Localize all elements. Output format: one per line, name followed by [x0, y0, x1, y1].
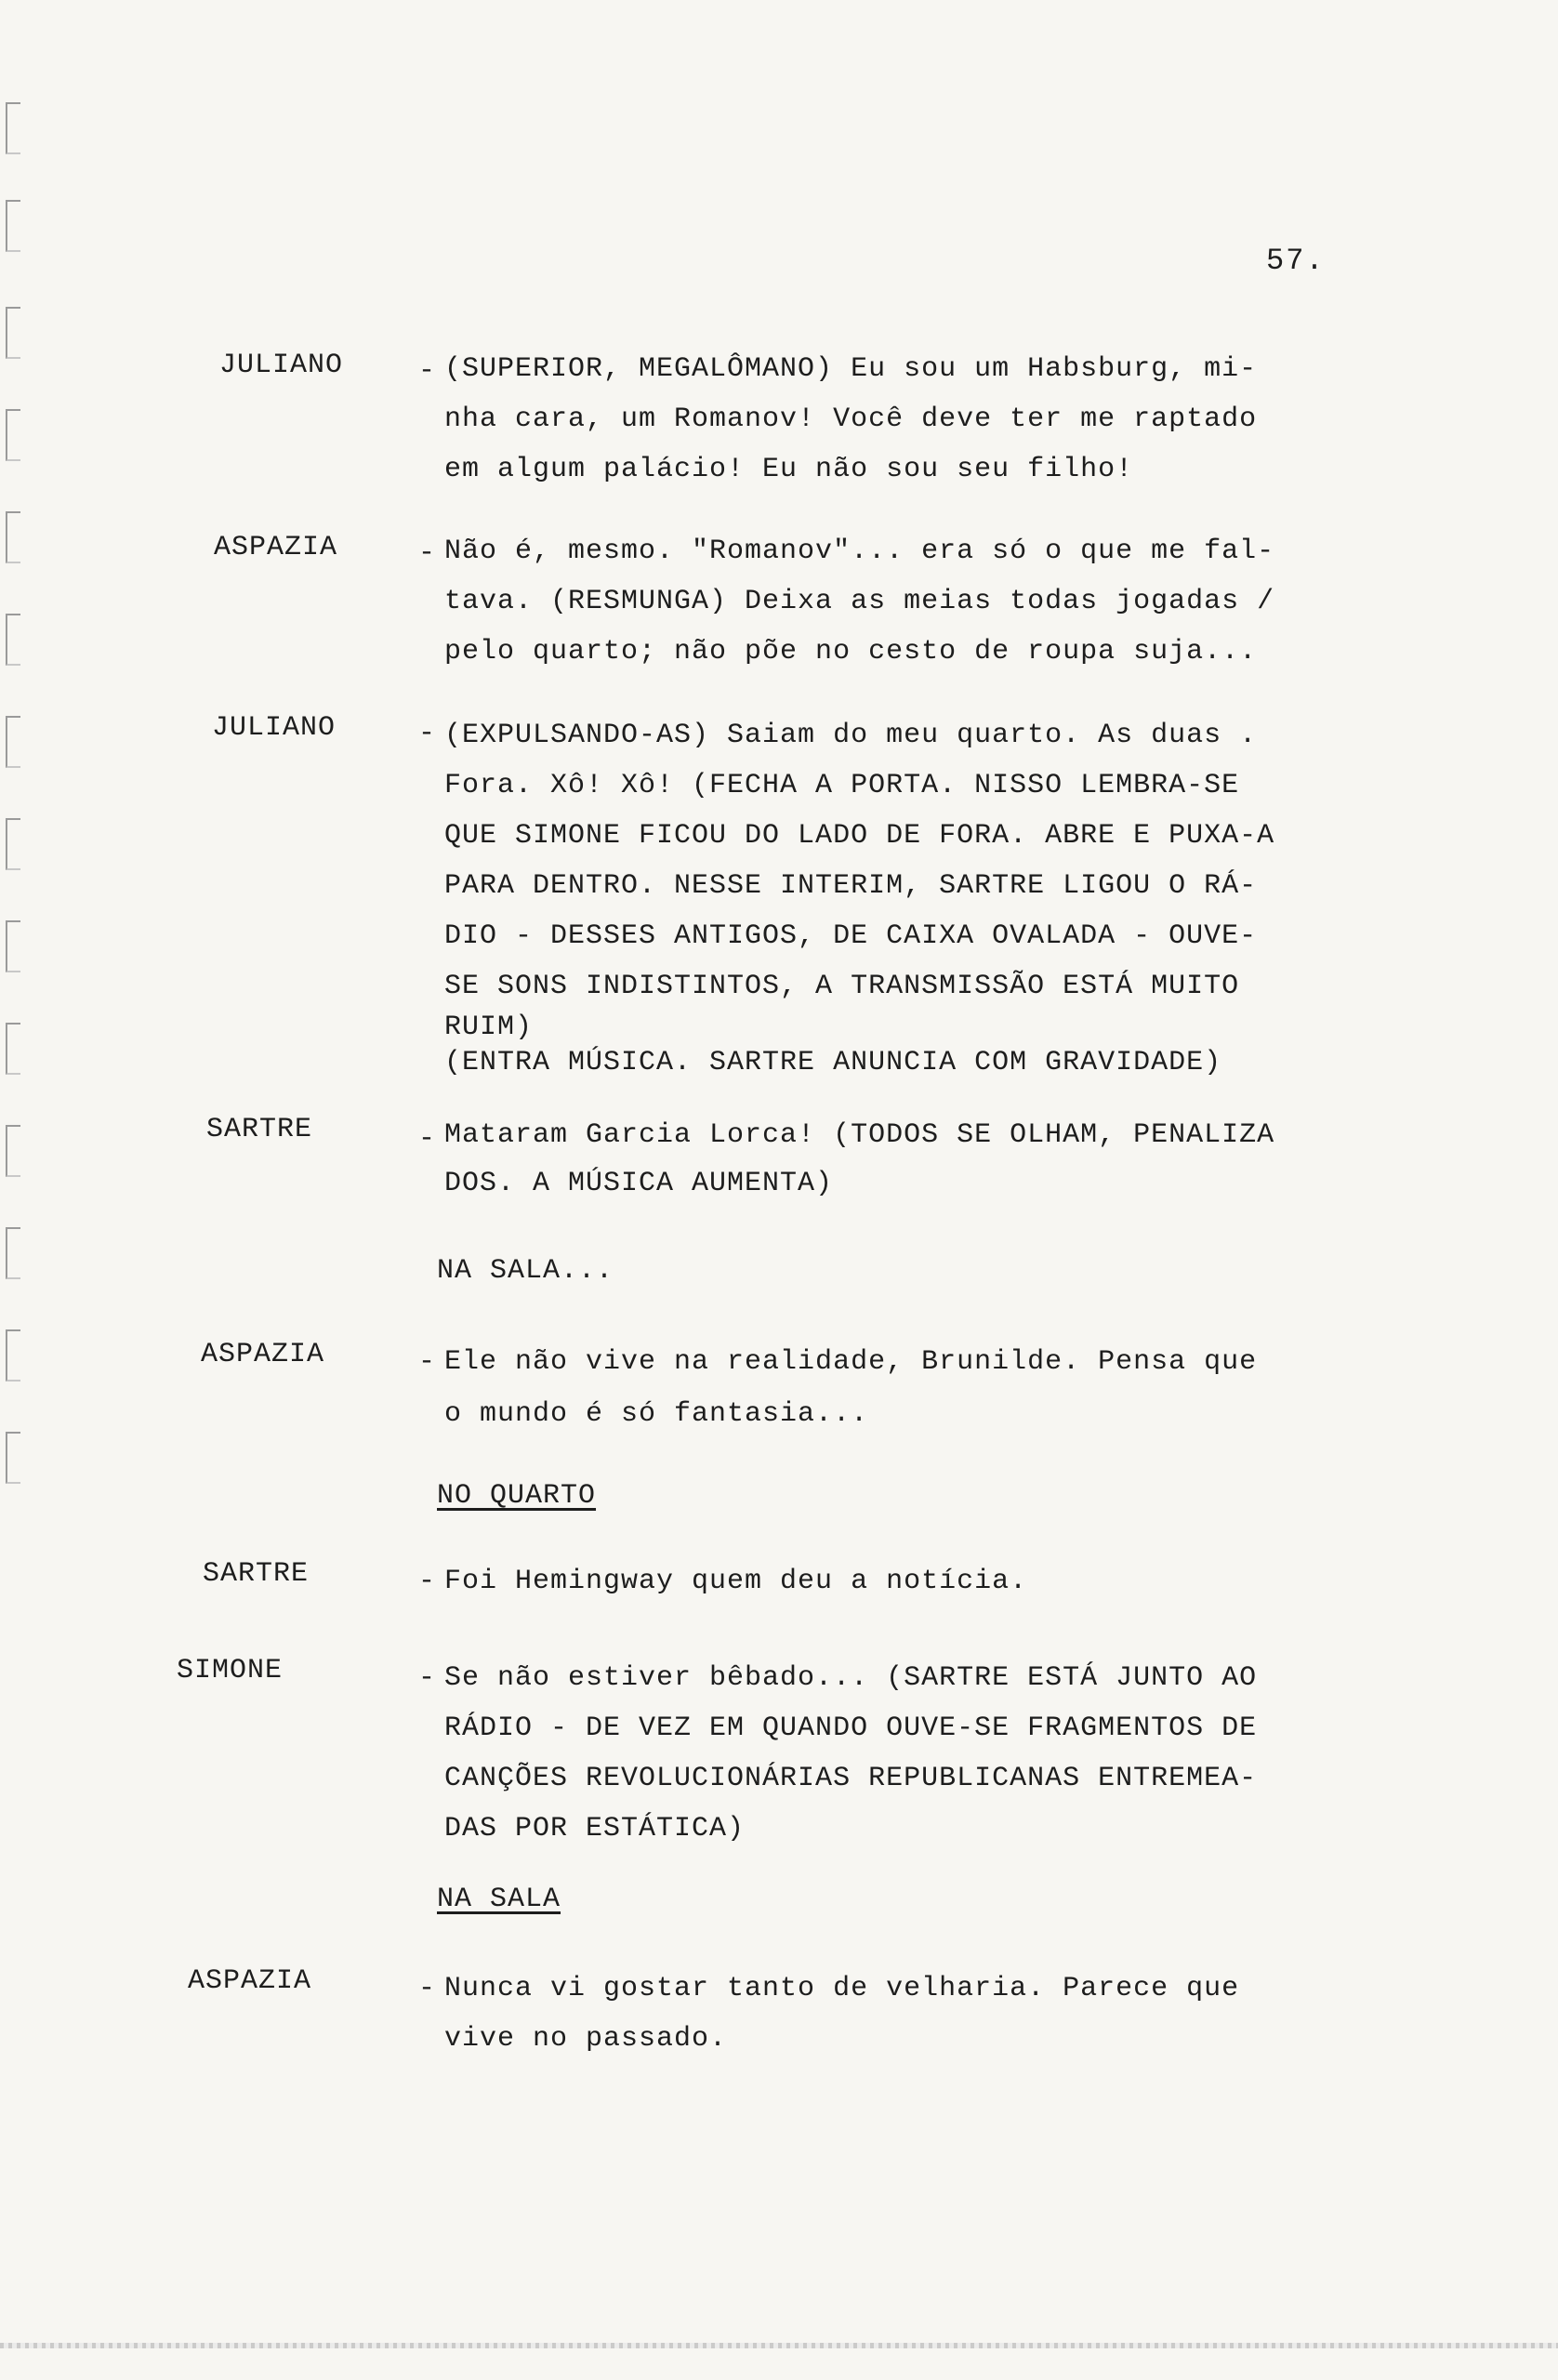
speaker-name: SIMONE — [177, 1655, 284, 1686]
dialogue-line: CANÇÕES REVOLUCIONÁRIAS REPUBLICANAS ENTREMEA- — [444, 1763, 1258, 1794]
dialogue-line: RÁDIO - DE VEZ EM QUANDO OUVE-SE FRAGMENTOS DE — [444, 1712, 1258, 1744]
page-bottom-edge — [0, 2343, 1558, 2348]
dialogue-dash: - — [418, 355, 436, 387]
dialogue-line: QUE SIMONE FICOU DO LADO DE FORA. ABRE E PUXA-A — [444, 820, 1275, 852]
speaker-name: ASPAZIA — [201, 1339, 325, 1370]
dialogue-line: DAS POR ESTÁTICA) — [444, 1813, 746, 1844]
binder-hole — [6, 102, 20, 154]
page-number: 57. — [1266, 244, 1326, 278]
binder-hole — [6, 1227, 20, 1279]
dialogue-dash: - — [418, 537, 436, 569]
dialogue-line: pelo quarto; não põe no cesto de roupa suja... — [444, 636, 1258, 668]
speaker-name: ASPAZIA — [214, 532, 338, 563]
dialogue-line: tava. (RESMUNGA) Deixa as meias todas jogadas / — [444, 586, 1275, 617]
speaker-name: ASPAZIA — [188, 1965, 312, 1997]
dialogue-dash: - — [418, 1566, 436, 1597]
dialogue-line: Fora. Xô! Xô! (FECHA A PORTA. NISSO LEMBRA-SE — [444, 770, 1240, 801]
dialogue-line: RUIM) — [444, 1012, 534, 1043]
scene-heading: NA SALA — [437, 1884, 561, 1915]
dialogue-line: DOS. A MÚSICA AUMENTA) — [444, 1168, 834, 1199]
dialogue-dash: - — [418, 1662, 436, 1694]
binder-hole — [6, 716, 20, 768]
binder-hole — [6, 409, 20, 461]
speaker-name: SARTRE — [206, 1114, 313, 1145]
binder-hole — [6, 1432, 20, 1484]
binder-hole — [6, 200, 20, 252]
dialogue-dash: - — [418, 1973, 436, 2004]
dialogue-line: Nunca vi gostar tanto de velharia. Parece que — [444, 1973, 1240, 2004]
dialogue-dash: - — [418, 718, 436, 749]
binder-hole — [6, 818, 20, 870]
binder-hole — [6, 307, 20, 359]
dialogue-line: em algum palácio! Eu não sou seu filho! — [444, 454, 1134, 485]
binder-hole — [6, 511, 20, 563]
binder-hole — [6, 614, 20, 666]
dialogue-line: Foi Hemingway quem deu a notícia. — [444, 1566, 1028, 1597]
scene-heading: NA SALA... — [437, 1255, 614, 1287]
dialogue-dash: - — [418, 1346, 436, 1378]
dialogue-line: Ele não vive na realidade, Brunilde. Pensa que — [444, 1346, 1258, 1378]
dialogue-line: PARA DENTRO. NESSE INTERIM, SARTRE LIGOU O RÁ- — [444, 870, 1258, 902]
binder-hole — [6, 1329, 20, 1382]
scene-heading: NO QUARTO — [437, 1480, 597, 1512]
binder-hole — [6, 920, 20, 972]
dialogue-line: nha cara, um Romanov! Você deve ter me raptado — [444, 403, 1258, 435]
dialogue-dash: - — [418, 1123, 436, 1155]
dialogue-line: Se não estiver bêbado... (SARTRE ESTÁ JUNTO AO — [444, 1662, 1258, 1694]
dialogue-line: Não é, mesmo. "Romanov"... era só o que me fal- — [444, 536, 1275, 567]
speaker-name: JULIANO — [219, 350, 344, 381]
dialogue-line: (SUPERIOR, MEGALÔMANO) Eu sou um Habsburg, mi- — [444, 353, 1258, 385]
speaker-name: JULIANO — [212, 712, 337, 744]
dialogue-line: o mundo é só fantasia... — [444, 1398, 869, 1430]
binder-hole — [6, 1023, 20, 1075]
binder-hole — [6, 1125, 20, 1177]
dialogue-line: DIO - DESSES ANTIGOS, DE CAIXA OVALADA - OUVE- — [444, 920, 1258, 952]
dialogue-line: vive no passado. — [444, 2023, 728, 2055]
dialogue-line: (EXPULSANDO-AS) Saiam do meu quarto. As duas . — [444, 720, 1258, 751]
speaker-name: SARTRE — [203, 1558, 310, 1590]
stage-direction-line: (ENTRA MÚSICA. SARTRE ANUNCIA COM GRAVIDADE) — [444, 1047, 1222, 1078]
dialogue-line: SE SONS INDISTINTOS, A TRANSMISSÃO ESTÁ MUITO — [444, 971, 1240, 1002]
dialogue-line: Mataram Garcia Lorca! (TODOS SE OLHAM, PENALIZA — [444, 1119, 1275, 1151]
